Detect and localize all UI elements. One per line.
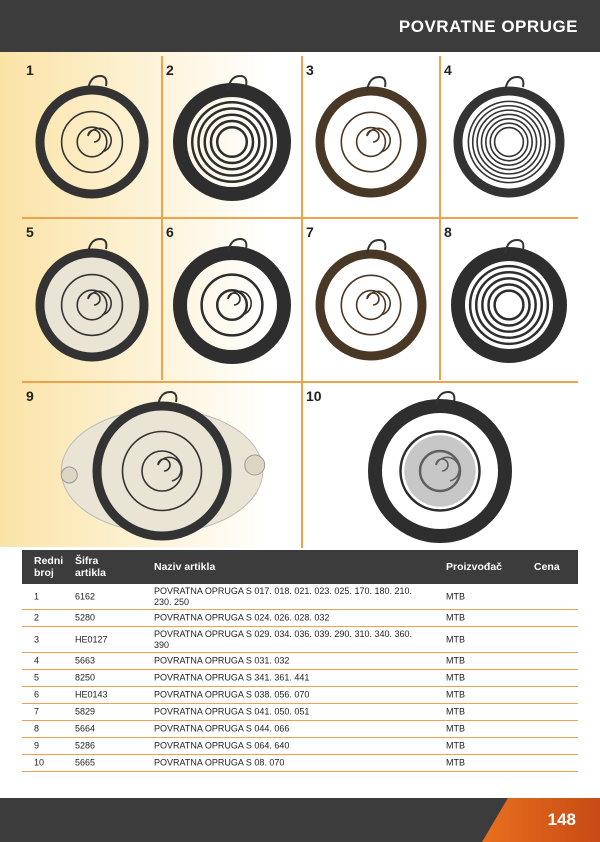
col-redni: Redni broj: [34, 555, 64, 579]
gallery-cell: [22, 56, 162, 216]
table-row: [22, 738, 578, 755]
cell-naziv: POVRATNA OPRUGA S 031. 032: [154, 655, 290, 666]
cell-sifra: 6162: [75, 591, 96, 601]
grid-divider: [22, 217, 578, 219]
grid-divider: [301, 56, 303, 548]
page-number: 148: [547, 810, 576, 829]
cell-proizvodjac: MTB: [446, 689, 465, 700]
table-row: [22, 704, 578, 721]
cell-naziv: POVRATNA OPRUGA S 044. 066: [154, 723, 290, 734]
cell-proizvodjac: MTB: [446, 723, 465, 734]
cell-proizvodjac: MTB: [446, 634, 465, 644]
cell-naziv: POVRATNA OPRUGA S 024. 026. 028. 032: [154, 612, 330, 623]
cell-redni: 3: [34, 634, 40, 644]
cell-naziv: POVRATNA OPRUGA S 017. 018. 021. 023. 025. 170. 180. 210. 230. 250: [154, 585, 412, 607]
gallery-cell-number: 6: [166, 224, 174, 240]
gallery-cell: [22, 218, 162, 380]
cell-naziv: POVRATNA OPRUGA S 064. 640: [154, 740, 290, 751]
cell-proizvodjac: MTB: [446, 591, 465, 601]
gallery-cell-number: 8: [444, 224, 452, 240]
table-body: [22, 584, 578, 772]
cell-sifra: 5665: [75, 757, 96, 768]
spring-image: [302, 382, 578, 548]
cell-proizvodjac: MTB: [446, 612, 465, 623]
cell-naziv: POVRATNA OPRUGA S 029. 034. 036. 039. 290. 310. 340. 360. 390: [154, 628, 412, 650]
col-cena: Cena: [534, 561, 560, 573]
table-header: [22, 550, 578, 584]
gallery-cell-number: 4: [444, 62, 452, 78]
table-row: [22, 755, 578, 772]
gallery-cell-number: 9: [26, 388, 34, 404]
cell-redni: 7: [34, 706, 40, 717]
cell-sifra: 5829: [75, 706, 96, 717]
col-sifra: Šifra artikla: [75, 555, 106, 579]
gallery-cell-number: 2: [166, 62, 174, 78]
spring-image: [22, 218, 162, 380]
cell-redni: 4: [34, 655, 40, 666]
gallery-cell-number: 7: [306, 224, 314, 240]
cell-redni: 10: [34, 757, 45, 768]
gallery-cell-number: 3: [306, 62, 314, 78]
gallery-cell: [162, 56, 302, 216]
cell-naziv: POVRATNA OPRUGA S 341. 361. 441: [154, 672, 310, 683]
spring-image: [22, 56, 162, 216]
cell-sifra: 5664: [75, 723, 96, 734]
cell-redni: 2: [34, 612, 40, 623]
table-row: [22, 627, 578, 653]
cell-sifra: 8250: [75, 672, 96, 683]
spring-image: [302, 218, 440, 380]
gallery-cell-number: 5: [26, 224, 34, 240]
cell-naziv: POVRATNA OPRUGA S 041. 050. 051: [154, 706, 310, 717]
cell-redni: 1: [34, 591, 40, 601]
cell-redni: 6: [34, 689, 40, 700]
gallery-cell-number: 10: [306, 388, 322, 404]
spring-image: [302, 56, 440, 216]
cell-sifra: 5663: [75, 655, 96, 666]
product-table: [22, 550, 578, 772]
col-proizvodjac: Proizvođač: [446, 561, 503, 573]
gallery-cell-number: 1: [26, 62, 34, 78]
cell-proizvodjac: MTB: [446, 655, 465, 666]
page-title: POVRATNE OPRUGE: [398, 17, 578, 36]
table-row: [22, 584, 578, 610]
spring-image: [440, 56, 578, 216]
cell-proizvodjac: MTB: [446, 706, 465, 717]
cell-redni: 5: [34, 672, 40, 683]
cell-proizvodjac: MTB: [446, 740, 465, 751]
cell-proizvodjac: MTB: [446, 757, 465, 768]
gallery-cell: [302, 56, 440, 216]
cell-naziv: POVRATNA OPRUGA S 08. 070: [154, 757, 285, 768]
gallery-cell: [440, 56, 578, 216]
cell-redni: 8: [34, 723, 40, 734]
table-row: [22, 653, 578, 670]
cell-redni: 9: [34, 740, 40, 751]
gallery-cell: [302, 382, 578, 548]
gallery-cell: [302, 218, 440, 380]
cell-sifra: HE0127: [75, 634, 108, 644]
gallery-cell: [440, 218, 578, 380]
table-row: [22, 687, 578, 704]
cell-sifra: HE0143: [75, 689, 108, 700]
table-row: [22, 610, 578, 627]
spring-image: [162, 56, 302, 216]
spring-image: [22, 382, 302, 548]
table-row: [22, 670, 578, 687]
spring-image: [162, 218, 302, 380]
cell-sifra: 5286: [75, 740, 96, 751]
cell-naziv: POVRATNA OPRUGA S 038. 056. 070: [154, 689, 310, 700]
table-row: [22, 721, 578, 738]
col-naziv: Naziv artikla: [154, 561, 216, 573]
spring-image: [440, 218, 578, 380]
cell-proizvodjac: MTB: [446, 672, 465, 683]
gallery-cell: [22, 382, 302, 548]
page-header: [0, 0, 600, 52]
gallery-cell: [162, 218, 302, 380]
cell-sifra: 5280: [75, 612, 96, 623]
grid-divider: [22, 381, 578, 383]
